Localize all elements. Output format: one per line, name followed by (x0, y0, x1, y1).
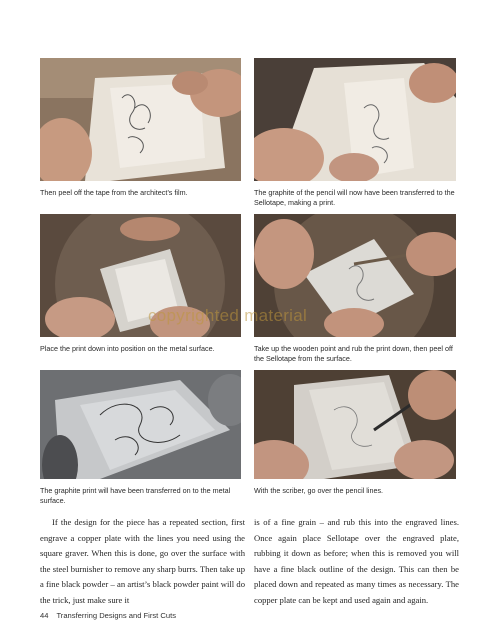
caption-graphite-print: The graphite of the pencil will now have been transferred to the Sellotape, making a print. (254, 188, 455, 207)
running-title: Transferring Designs and First Cuts (56, 611, 177, 620)
caption-place-print: Place the print down into position on the metal surface. (40, 344, 215, 353)
body-text-right: is of a fine grain – and rub this into the engraved lines. Once again place Sellotape over the engraved plate, rubbing it down as before; when this is removed you will have a fine black outline of the design. This can then be placed down and repeated as many times as necessary. The copper plate can be kept and used again and again. (254, 517, 459, 605)
page-footer (40, 611, 176, 620)
caption-graphite-on-metal: The graphite print will have been transferred on to the metal surface. (40, 486, 231, 505)
photo-scriber (254, 370, 456, 479)
page-number: 44 (40, 611, 49, 620)
body-text-left: If the design for the piece has a repeated section, first engrave a copper plate with the lines you need using the square graver. When this is done, go over the surface with the steel burnisher to remove any sharp burrs. Then take up a fine black powder – an artist’s black powder paint will do the trick, just make sure it (40, 517, 245, 605)
photo-graphite-on-metal (40, 370, 241, 479)
photo-peel-tape (40, 58, 241, 181)
caption-scriber: With the scriber, go over the pencil lines. (254, 486, 384, 495)
photo-graphite-print (254, 58, 456, 181)
caption-rub-print: Take up the wooden point and rub the print down, then peel off the Sellotape from the surface. (254, 344, 453, 363)
caption-peel-tape: Then peel off the tape from the architect’s film. (40, 188, 188, 197)
watermark: copyrighted material (148, 306, 308, 325)
